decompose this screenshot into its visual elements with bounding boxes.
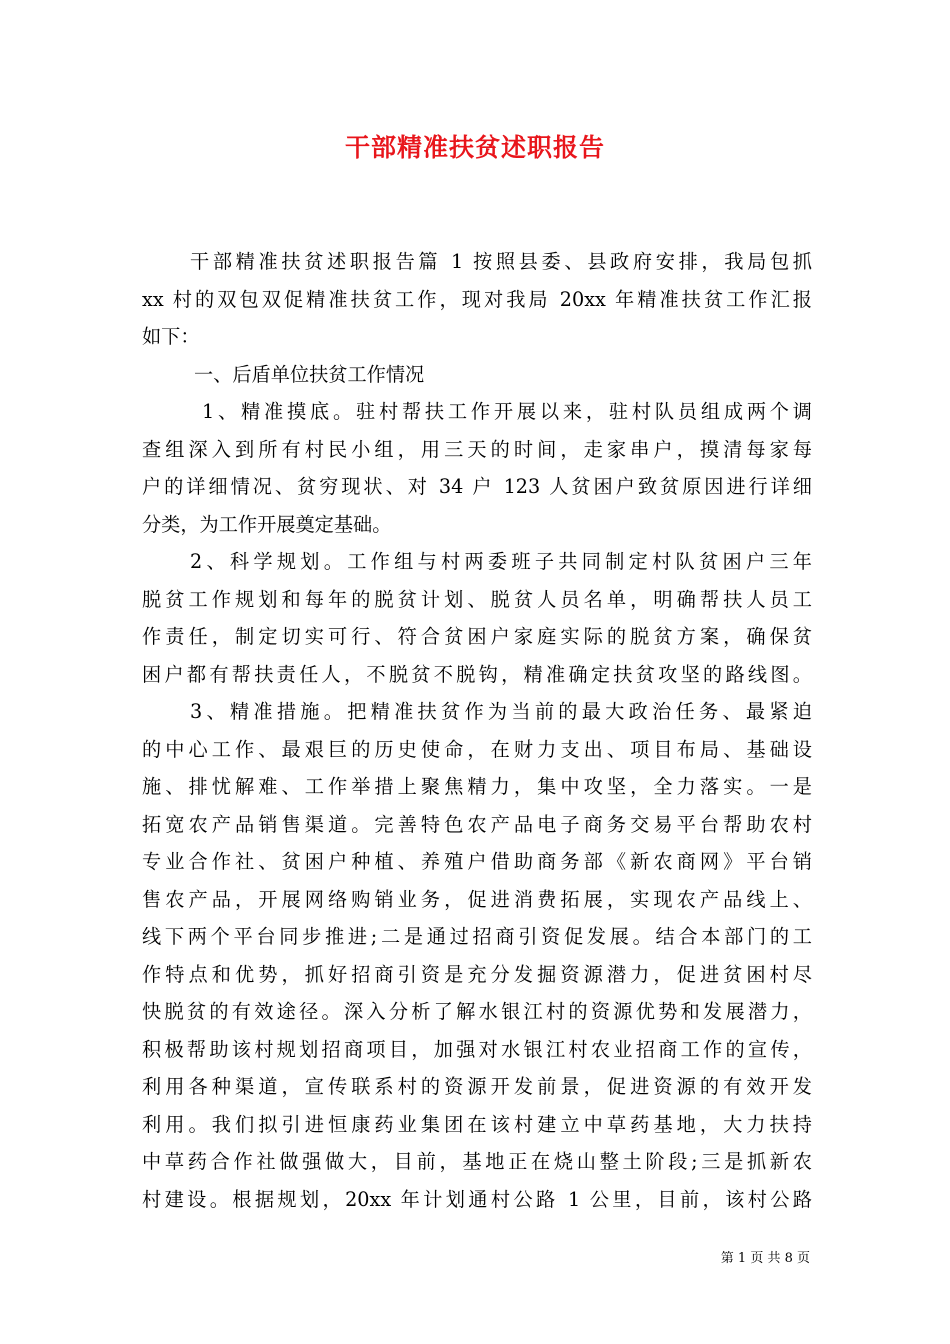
body-line: 如下： xyxy=(142,325,200,348)
body-line: 作责任，制定切实可行、符合贫困户家庭实际的脱贫方案，确保贫 xyxy=(142,625,812,648)
body-line: 作特点和优势，抓好招商引资是充分发掘资源潜力，促进贫困村尽 xyxy=(142,962,812,986)
body-line: xx 村的双包双促精准扶贫工作，现对我局 20xx 年精准扶贫工作汇报 xyxy=(142,287,812,311)
body-line: 拓宽农产品销售渠道。完善特色农产品电子商务交易平台帮助农村 xyxy=(142,812,812,836)
body-line: 查组深入到所有村民小组，用三天的时间，走家串户，摸清每家每 xyxy=(142,437,812,461)
body-line: 售农产品，开展网络购销业务，促进消费拓展，实现农产品线上、 xyxy=(142,887,812,911)
body-line: 线下两个平台同步推进;二是通过招商引资促发展。结合本部门的工 xyxy=(142,925,812,948)
body-line: 干部精准扶贫述职报告篇 1 按照县委、县政府安排，我局包抓 xyxy=(190,250,812,273)
body-line: 1、精准摸底。驻村帮扶工作开展以来，驻村队员组成两个调 xyxy=(202,400,812,423)
body-line: 积极帮助该村规划招商项目，加强对水银江村农业招商工作的宣传， xyxy=(142,1037,812,1061)
body-line: 利用。我们拟引进恒康药业集团在该村建立中草药基地，大力扶持 xyxy=(142,1112,812,1136)
body-line: 2、科学规划。工作组与村两委班子共同制定村队贫困户三年 xyxy=(190,550,812,573)
body-line: 快脱贫的有效途径。深入分析了解水银江村的资源优势和发展潜力， xyxy=(142,1000,812,1023)
body-line: 分类，为工作开展奠定基础。 xyxy=(142,512,392,536)
body-line: 中草药合作社做强做大，目前，基地正在烧山整土阶段;三是抓新农 xyxy=(142,1150,812,1173)
body-line: 困户都有帮扶责任人，不脱贫不脱钩，精准确定扶贫攻坚的路线图。 xyxy=(142,662,812,686)
body-line: 户的详细情况、贫穷现状、对 34 户 123 人贫困户致贫原因进行详细 xyxy=(142,475,812,498)
document-body xyxy=(142,243,812,1218)
body-line: 的中心工作、最艰巨的历史使命，在财力支出、项目布局、基础设 xyxy=(142,737,812,761)
document-title: 干部精准扶贫述职报告 xyxy=(344,133,605,162)
body-line: 3、精准措施。把精准扶贫作为当前的最大政治任务、最紧迫 xyxy=(190,700,812,723)
body-line: 施、排忧解难、工作举措上聚焦精力，集中攻坚，全力落实。一是 xyxy=(142,775,812,798)
section-heading: 一、后盾单位扶贫工作情况 xyxy=(194,362,425,386)
body-line: 专业合作社、贫困户种植、养殖户借助商务部《新农商网》平台销 xyxy=(142,850,812,873)
page-indicator: 第 1 页 共 8 页 xyxy=(720,1251,810,1266)
body-line: 脱贫工作规划和每年的脱贫计划、脱贫人员名单，明确帮扶人员工 xyxy=(142,587,812,611)
body-line: 利用各种渠道，宣传联系村的资源开发前景，促进资源的有效开发 xyxy=(142,1075,812,1098)
body-line: 村建设。根据规划，20xx 年计划通村公路 1 公里，目前，该村公路 xyxy=(142,1187,812,1211)
